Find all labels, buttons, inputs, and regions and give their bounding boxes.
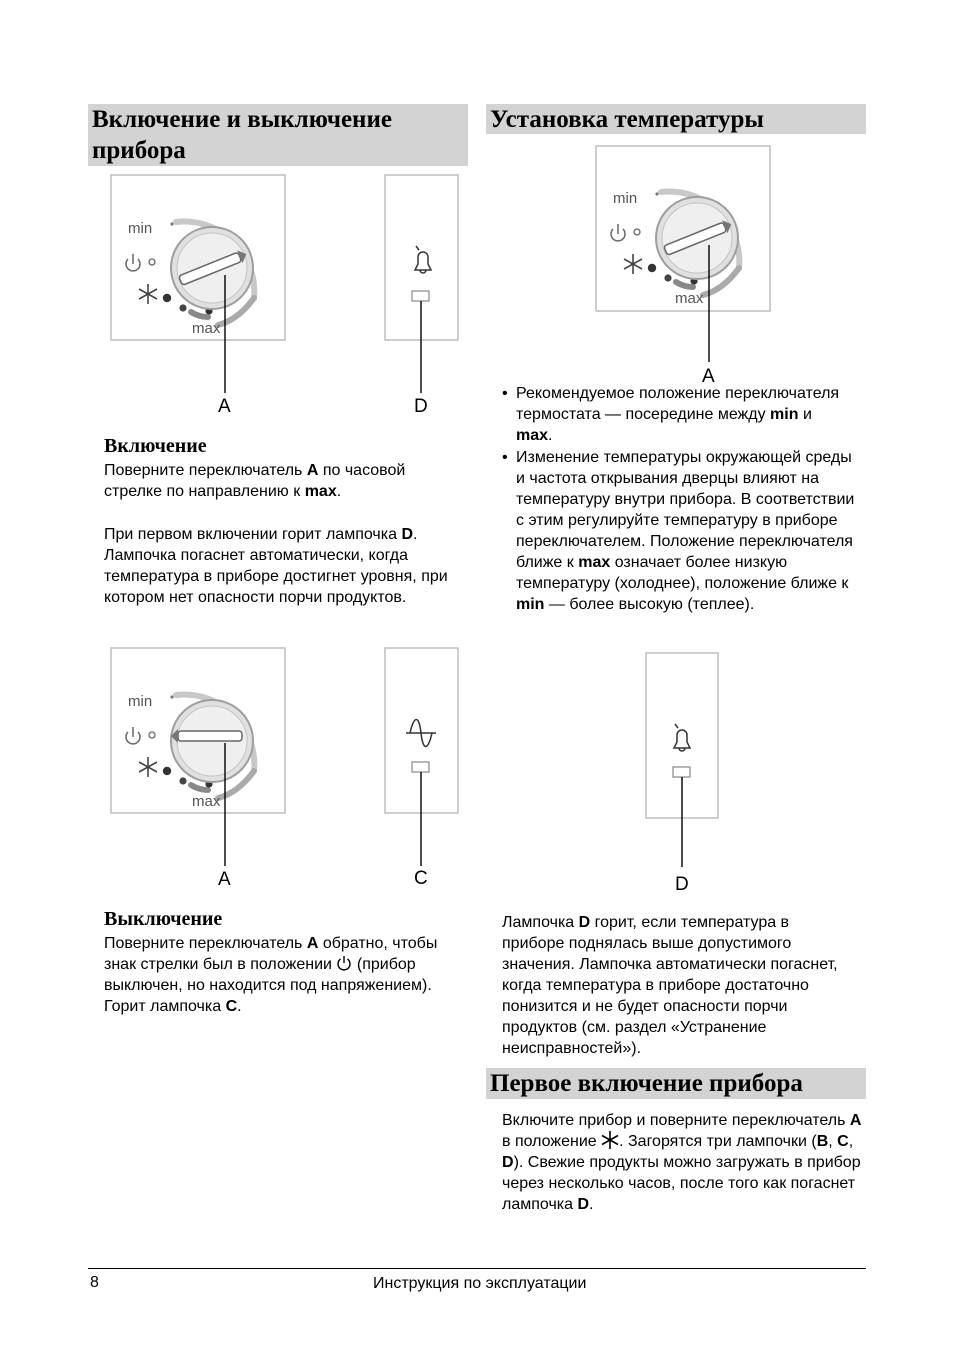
dial-min-label: min <box>613 190 638 207</box>
footer-title: Инструкция по эксплуатации <box>373 1275 587 1292</box>
footer-rule <box>88 1268 866 1269</box>
on-paragraph-1: Поверните переключатель A по часовой стрелке по направлению к max. <box>104 462 406 500</box>
dial-max-label: max <box>192 793 221 810</box>
dial-min-label: min <box>128 220 153 237</box>
power-icon <box>336 955 352 971</box>
first-start-paragraph: Включите прибор и поверните переключатель A в положение . Загорятся три лампочки (B, C, D). Свежие продукты можно загружать в прибор через несколько часов, после того как погаснет лампочка D. <box>502 1112 862 1213</box>
figure-dial-on <box>88 170 468 420</box>
callout-label-c: C <box>414 868 428 889</box>
indicator-lamp-c <box>412 762 429 772</box>
on-paragraph-2: При первом включении горит лампочка D. Лампочка погаснет автоматически, когда температура в приборе достигнет уровня, при котором нет опасности порчи продуктов. <box>104 526 448 606</box>
indicator-lamp-d <box>673 767 690 777</box>
dial-knob <box>656 197 738 279</box>
page-number: 8 <box>90 1274 99 1291</box>
dial-max-label: max <box>675 290 704 307</box>
snowflake-icon <box>601 1131 619 1149</box>
figure-dial-temperature <box>560 140 800 390</box>
lamp-d-paragraph: Лампочка D горит, если температура в приборе поднялась выше допустимого значения. Лампочка автоматически погаснет, когда температура в приборе достаточно понизится и не будет опасности порчи продуктов (см. раздел «Устранение неисправностей»). <box>502 914 838 1057</box>
figure-dial-off <box>88 643 468 893</box>
off-paragraph: Поверните переключатель A обратно, чтобы знак стрелки был в положении (прибор выключен, но находится под напряжением). Горит лампочка C. <box>104 935 438 1015</box>
callout-label-d: D <box>414 396 428 417</box>
dial-knob <box>171 227 253 309</box>
section-title-temperature: Установка температуры <box>486 104 866 134</box>
bullet-temperature-influence: • Изменение температуры окружающей среды и частота открывания дверцы влияют на температуру внутри прибора. В соответствии с этим регулируйте температуру в приборе переключателем. Положение переключателя ближе к max означает более низкую температуру (холоднее), положение ближе к min — более высокую (теплее). <box>502 449 855 613</box>
dial-max-label: max <box>192 320 221 337</box>
callout-label-a: A <box>702 366 715 387</box>
section-title-on-off: Включение и выключение прибора <box>88 104 468 166</box>
section-title-first-start: Первое включение прибора <box>486 1068 866 1099</box>
indicator-lamp-d <box>412 291 429 301</box>
callout-label-d: D <box>675 874 689 895</box>
on-subtitle: Включение <box>104 435 207 457</box>
dial-knob <box>171 700 253 782</box>
callout-label-a: A <box>218 396 231 417</box>
bullet-recommended-position: • Рекомендуемое положение переключателя термостата — посередине между min и max. <box>502 385 840 444</box>
callout-label-a: A <box>218 869 231 890</box>
off-subtitle: Выключение <box>104 908 223 930</box>
figure-lamp-d <box>630 645 740 900</box>
dial-min-label: min <box>128 693 153 710</box>
